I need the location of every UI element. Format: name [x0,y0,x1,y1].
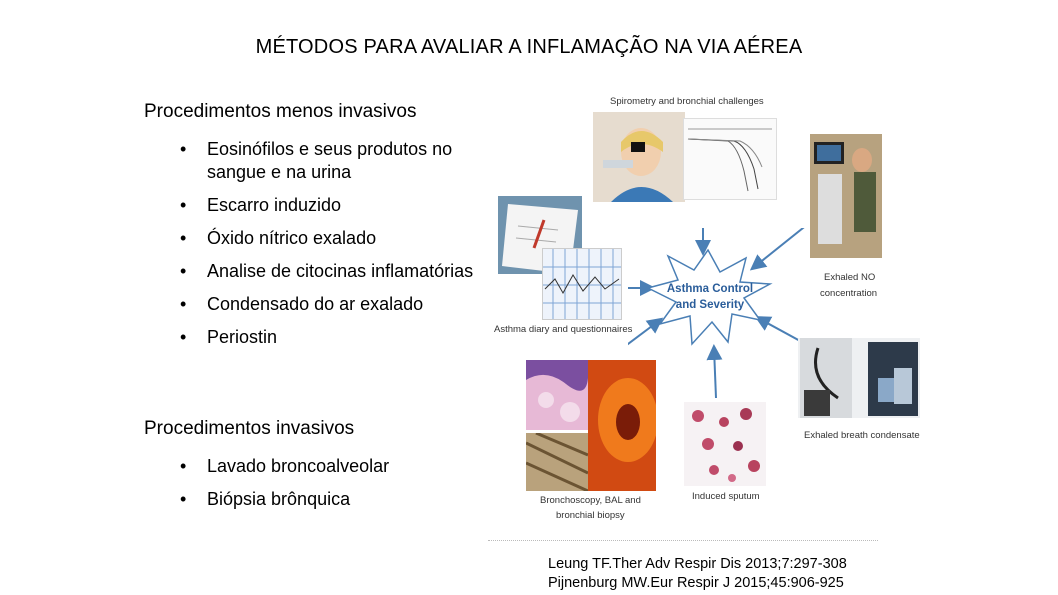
diary-chart [542,248,622,320]
spirometry-photo [593,112,685,202]
list-item: • Escarro induzido [180,195,342,215]
condensate-photo [798,338,920,418]
condensate-label: Exhaled breath condensate [804,430,920,441]
induced-sputum-label: Induced sputum [692,491,760,502]
invasive-list [180,455,500,521]
list-item: • Biópsia brônquica [180,489,351,509]
biopsy-photo-2 [526,433,588,491]
list-item: • Analise de citocinas inflamatórias [180,261,474,281]
arrow-from-bronchoscopy [628,320,660,356]
induced-sputum-photo [684,402,766,486]
bronchoscopy-photo [588,360,656,491]
biopsy-photo-1 [526,360,588,430]
less-invasive-heading: Procedimentos menos invasivos [144,101,417,122]
bronchoscopy-label-2: bronchial biopsy [556,510,625,521]
slide-title: MÉTODOS PARA AVALIAR A INFLAMAÇÃO NA VIA AÉREA [255,36,803,58]
bronchoscopy-label-1: Bronchoscopy, BAL and [540,495,641,506]
list-item: • Óxido nítrico exalado [180,228,377,248]
invasive-heading: Procedimentos invasivos [144,418,355,439]
list-item: • Periostin [180,327,278,347]
less-invasive-list [180,138,500,359]
center-label-1: Asthma Control [666,283,754,295]
center-label-2: and Severity [675,299,745,311]
reference-1: Leung TF.Ther Adv Respir Dis 2013;7:297-308 [548,556,847,572]
list-item: • Lavado broncoalveolar [180,456,390,476]
spirometry-label: Spirometry and bronchial challenges [610,96,764,107]
asthma-assessment-figure [488,88,928,543]
list-item: • Eosinófilos e seus produtos no sangue e na urina [180,139,453,182]
arrow-from-exhaled-no [753,228,808,268]
reference-2: Pijnenburg MW.Eur Respir J 2015;45:906-925 [548,575,844,591]
exhaled-no-label-2: concentration [820,288,878,299]
spirometry-chart [683,118,777,200]
diary-label: Asthma diary and questionnaires [494,324,633,335]
references [548,555,847,593]
figure-divider [488,540,878,541]
arrow-from-sputum [714,348,716,398]
list-item: • Condensado do ar exalado [180,294,424,314]
exhaled-no-label-1: Exhaled NO [824,272,876,283]
